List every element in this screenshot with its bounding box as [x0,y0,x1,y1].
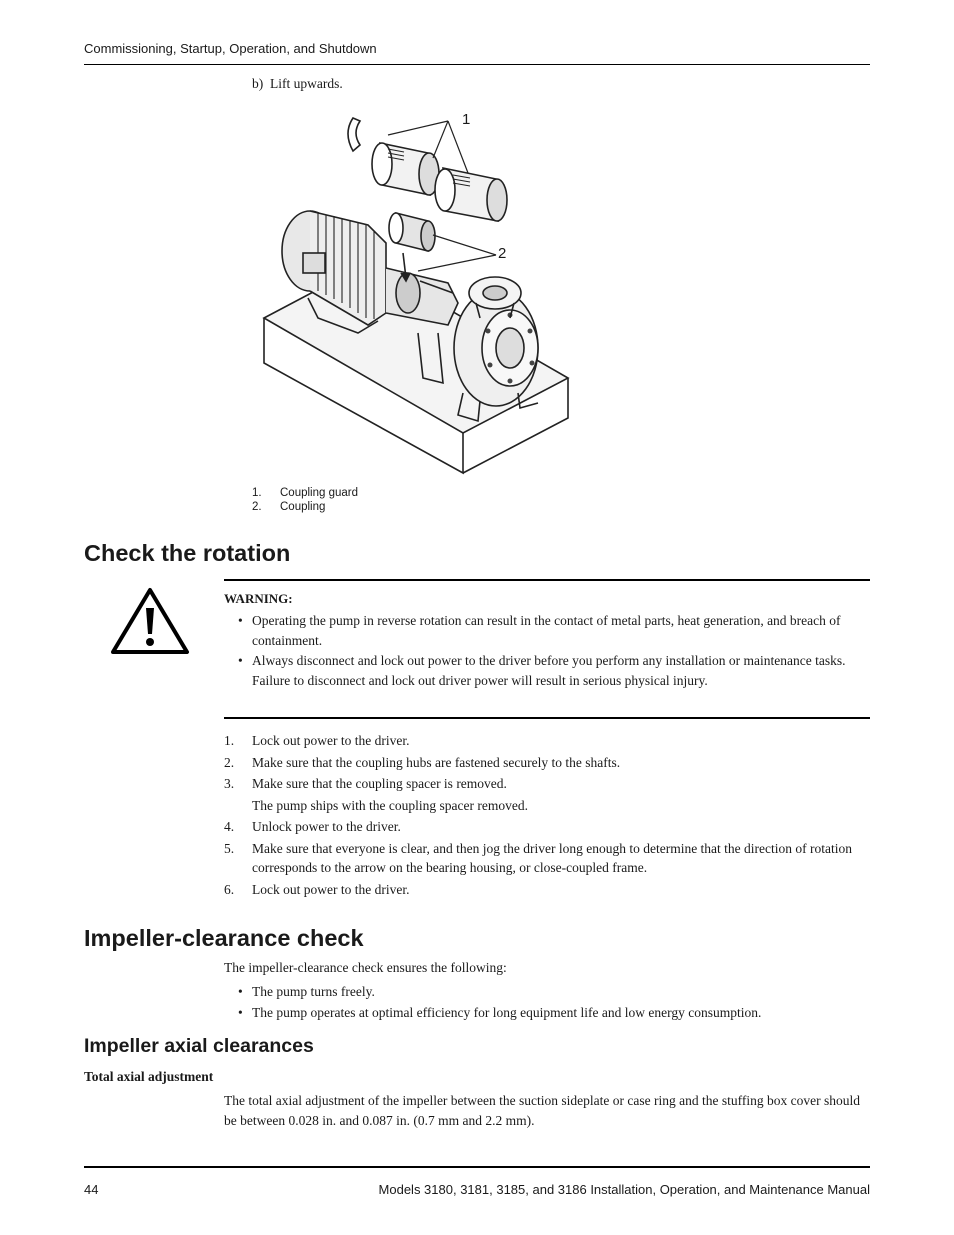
impeller-bullet-text: The pump operates at optimal efficiency for long equipment life and low energy consumption. [252,1004,762,1020]
step-3-note: The pump ships with the coupling spacer removed. [252,797,528,813]
figure-legend [252,486,358,514]
step-item [224,817,864,837]
legend-item [252,500,358,514]
pump-coupling-figure [248,103,583,478]
pump-illustration [248,103,583,478]
impeller-bullet: • The pump operates at optimal efficiency for long equipment life and low energy consumption. [224,1003,864,1023]
step-item [224,839,864,878]
step-text: Lock out power to the driver. [252,733,410,748]
step-item [224,731,864,751]
step-num: 4. [224,819,235,834]
impeller-intro: The impeller-clearance check ensures the following: [224,960,507,975]
axial-clearances-heading: Impeller axial clearances [84,1035,314,1057]
callout-2: 2 [498,245,507,262]
step-text: Unlock power to the driver. [252,819,401,834]
step-item [224,774,864,794]
step-text: Make sure that the coupling spacer is removed. [252,776,507,791]
callout-1: 1 [462,111,471,128]
legend-text: Coupling [280,501,326,513]
header-rule [84,64,870,65]
impeller-bullets [224,982,864,1023]
running-header: Commissioning, Startup, Operation, and Shutdown [84,41,377,56]
warning-bullets [224,611,864,691]
axial-paragraph: The total axial adjustment of the impeller between the suction sideplate or case ring and the stuffing box cover should be between 0.028 in. and 0.087 in. (0.7 mm and 2.2 mm). [224,1093,860,1128]
page-number: 44 [84,1182,99,1197]
warning-bottom-rule [224,717,870,719]
step-b [252,76,343,92]
warning-bullet-text: Operating the pump in reverse rotation can result in the contact of metal parts, heat generation, and breach of containment. [252,613,841,648]
warning-triangle-icon [110,586,190,656]
warning-title: WARNING: [224,591,293,606]
legend-text: Coupling guard [280,487,359,499]
impeller-clearance-heading: Impeller-clearance check [84,925,364,951]
rotation-steps [224,731,864,901]
legend-num: 1. [252,487,262,499]
step-text: Make sure that the coupling hubs are fastened securely to the shafts. [252,754,621,770]
total-axial-label: Total axial adjustment [84,1069,214,1084]
step-item [224,753,864,773]
check-rotation-heading: Check the rotation [84,540,291,566]
step-item [224,880,864,900]
step-num: 3. [224,776,235,791]
legend-num: 2. [252,501,262,513]
step-b-text: Lift upwards. [270,76,343,91]
step-b-label: b) [252,76,264,91]
legend-item [252,486,358,500]
step-text: Make sure that everyone is clear, and then jog the driver long enough to determine that the direction of rotation corresponds to the arrow on the bearing housing, or close-coupled frame. [252,840,853,875]
footer-title: Models 3180, 3181, 3185, and 3186 Installation, Operation, and Maintenance Manual [378,1182,870,1197]
footer-rule [84,1166,870,1168]
step-num: 1. [224,733,235,748]
warning-bullet: • Operating the pump in reverse rotation can result in the contact of metal parts, heat generation, and breach of containment. [224,611,864,650]
step-num: 5. [224,840,235,856]
warning-bullet: • Always disconnect and lock out power to the driver before you perform any installation or maintenance tasks. Failure to disconnect and lock out driver power will result in serious physical injury. [224,651,864,690]
impeller-bullet: • The pump turns freely. [224,982,864,1002]
impeller-bullet-text: The pump turns freely. [252,984,375,999]
warning-bullet-text: Always disconnect and lock out power to the driver before you perform any installation or maintenance tasks. Failure to disconnect and lock out driver power will result in serious physical injury. [252,653,846,688]
warning-top-rule [224,579,870,581]
step-text: Lock out power to the driver. [252,881,410,897]
step-num: 6. [224,881,235,897]
step-num: 2. [224,754,235,770]
